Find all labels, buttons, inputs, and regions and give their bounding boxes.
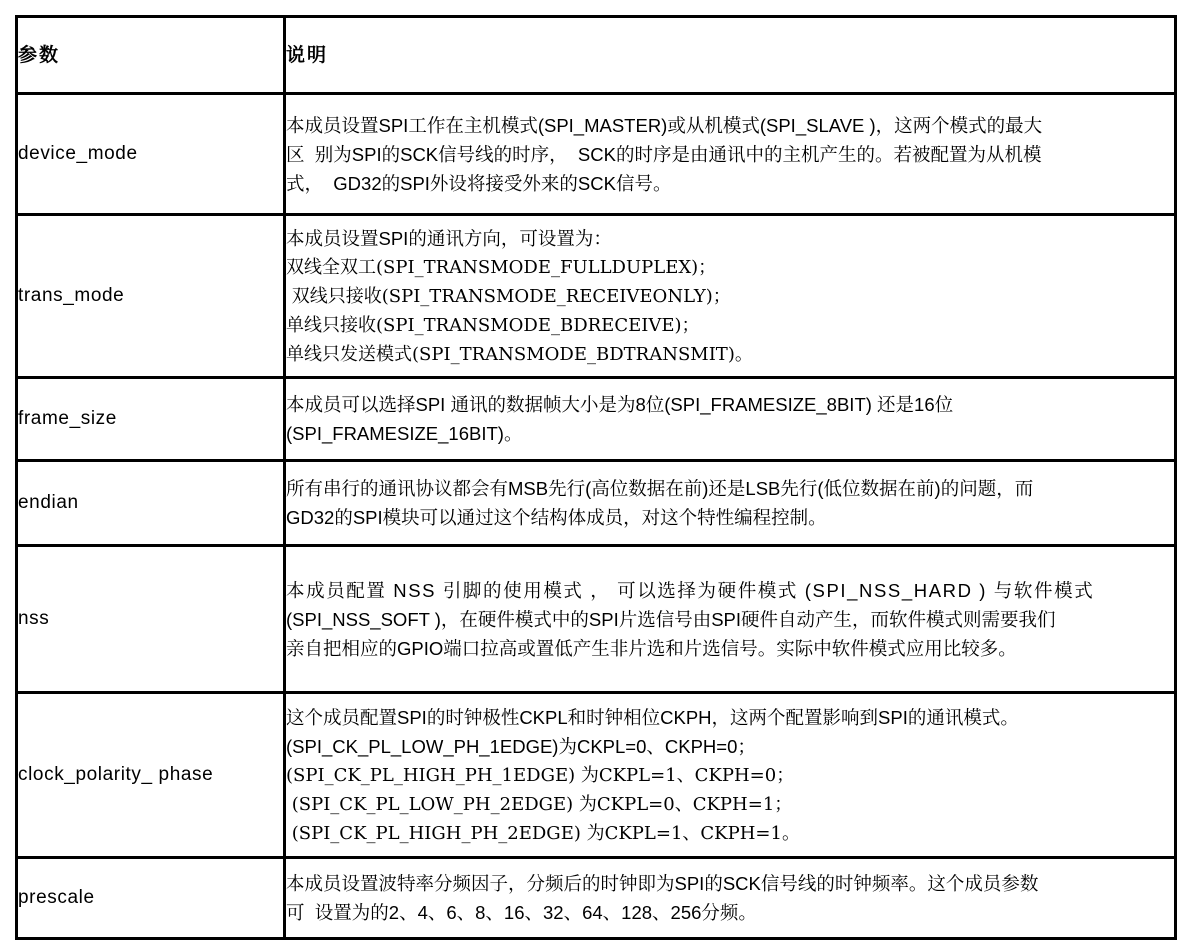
desc-line: (SPI_NSS_SOFT )，在硬件模式中的SPI片选信号由SPI硬件自动产生，而软件模式则需要我们: [286, 608, 1056, 630]
desc-line: 式， GD32的SPI外设将接受外来的SCK信号。: [286, 172, 672, 194]
desc-line: 本成员配置 NSS 引脚的使用模式 ， 可以选择为硬件模式 (SPI_NSS_HARD ) 与软件模式: [286, 579, 1095, 601]
param-name: device_mode: [18, 142, 138, 164]
header-cell-desc: [285, 17, 1176, 94]
table-row: [17, 378, 1176, 461]
desc-cell-prescale: [285, 858, 1176, 939]
param-name: trans_mode: [18, 284, 125, 306]
desc-line: 本成员可以选择SPI 通讯的数据帧大小是为8位(SPI_FRAMESIZE_8BIT) 还是16位: [286, 394, 954, 415]
param-cell-prescale: [17, 858, 285, 939]
desc-cell-clock-polarity-phase: [285, 693, 1176, 858]
desc-line: 区 别为SPI的SCK信号线的时序， SCK的时序是由通讯中的主机产生的。若被配置为从机模: [286, 143, 1042, 165]
spi-parameter-table: [15, 15, 1177, 940]
param-name: prescale: [18, 886, 95, 908]
table-row: [17, 858, 1176, 939]
desc-line: 双线全双工(SPI_TRANSMODE_FULLDUPLEX)；: [286, 256, 717, 278]
desc-line: 单线只发送模式(SPI_TRANSMODE_BDTRANSMIT)。: [286, 343, 753, 365]
table-row: [17, 94, 1176, 215]
param-cell-trans-mode: [17, 215, 285, 378]
desc-line: 双线只接收(SPI_TRANSMODE_RECEIVEONLY)；: [286, 285, 731, 307]
header-label-desc: 说明: [286, 43, 329, 66]
desc-line: (SPI_CK_PL_LOW_PH_2EDGE) 为CKPL=0、CKPH=1；: [286, 793, 793, 815]
desc-line: 所有串行的通讯协议都会有MSB先行(高位数据在前)还是LSB先行(低位数据在前)的问题，而: [286, 478, 1034, 499]
param-cell-clock-polarity-phase: [17, 693, 285, 858]
table-row: [17, 693, 1176, 858]
desc-cell-trans-mode: [285, 215, 1176, 378]
param-name: endian: [18, 491, 79, 513]
desc-line: (SPI_FRAMESIZE_16BIT)。: [286, 423, 523, 444]
desc-lines: [286, 390, 1174, 448]
desc-line: 可 设置为的2、4、6、8、16、32、64、128、256分频。: [286, 902, 757, 923]
desc-line: 亲自把相应的GPIO端口拉高或置低产生非片选和片选信号。实际中软件模式应用比较多。: [286, 637, 1017, 659]
desc-lines: [286, 869, 1174, 927]
param-name: nss: [18, 607, 50, 629]
desc-line: 本成员设置波特率分频因子，分频后的时钟即为SPI的SCK信号线的时钟频率。这个成员参数: [286, 873, 1039, 894]
param-cell-device-mode: [17, 94, 285, 215]
desc-line: (SPI_CK_PL_HIGH_PH_1EDGE) 为CKPL=1、CKPH=0；: [286, 764, 795, 786]
table-row: [17, 215, 1176, 378]
param-cell-endian: [17, 461, 285, 546]
desc-line: (SPI_CK_PL_LOW_PH_1EDGE)为CKPL=0、CKPH=0；: [286, 735, 756, 757]
desc-cell-endian: [285, 461, 1176, 546]
param-name: frame_size: [18, 407, 117, 429]
desc-line: 本成员设置SPI的通讯方向，可设置为：: [286, 227, 612, 249]
desc-lines: [286, 576, 1174, 663]
param-name: clock_polarity_ phase: [18, 763, 214, 785]
desc-cell-device-mode: [285, 94, 1176, 215]
desc-cell-frame-size: [285, 378, 1176, 461]
desc-lines: [286, 111, 1174, 198]
desc-line: 单线只接收(SPI_TRANSMODE_BDRECEIVE)；: [286, 314, 700, 336]
desc-line: GD32的SPI模块可以通过这个结构体成员，对这个特性编程控制。: [286, 507, 827, 528]
table-header-row: [17, 17, 1176, 94]
header-label-param: 参数: [18, 43, 61, 66]
param-cell-frame-size: [17, 378, 285, 461]
desc-line: 本成员设置SPI工作在主机模式(SPI_MASTER)或从机模式(SPI_SLAVE )，这两个模式的最大: [286, 114, 1043, 136]
param-cell-nss: [17, 546, 285, 693]
table-row: [17, 546, 1176, 693]
desc-line: (SPI_CK_PL_HIGH_PH_2EDGE) 为CKPL=1、CKPH=1。: [286, 822, 800, 844]
desc-lines: [286, 474, 1174, 532]
header-cell-param: [17, 17, 285, 94]
desc-lines: [286, 224, 1174, 369]
desc-cell-nss: [285, 546, 1176, 693]
desc-lines: [286, 703, 1174, 848]
table-row: [17, 461, 1176, 546]
desc-line: 这个成员配置SPI的时钟极性CKPL和时钟相位CKPH，这两个配置影响到SPI的通讯模式。: [286, 706, 1019, 728]
